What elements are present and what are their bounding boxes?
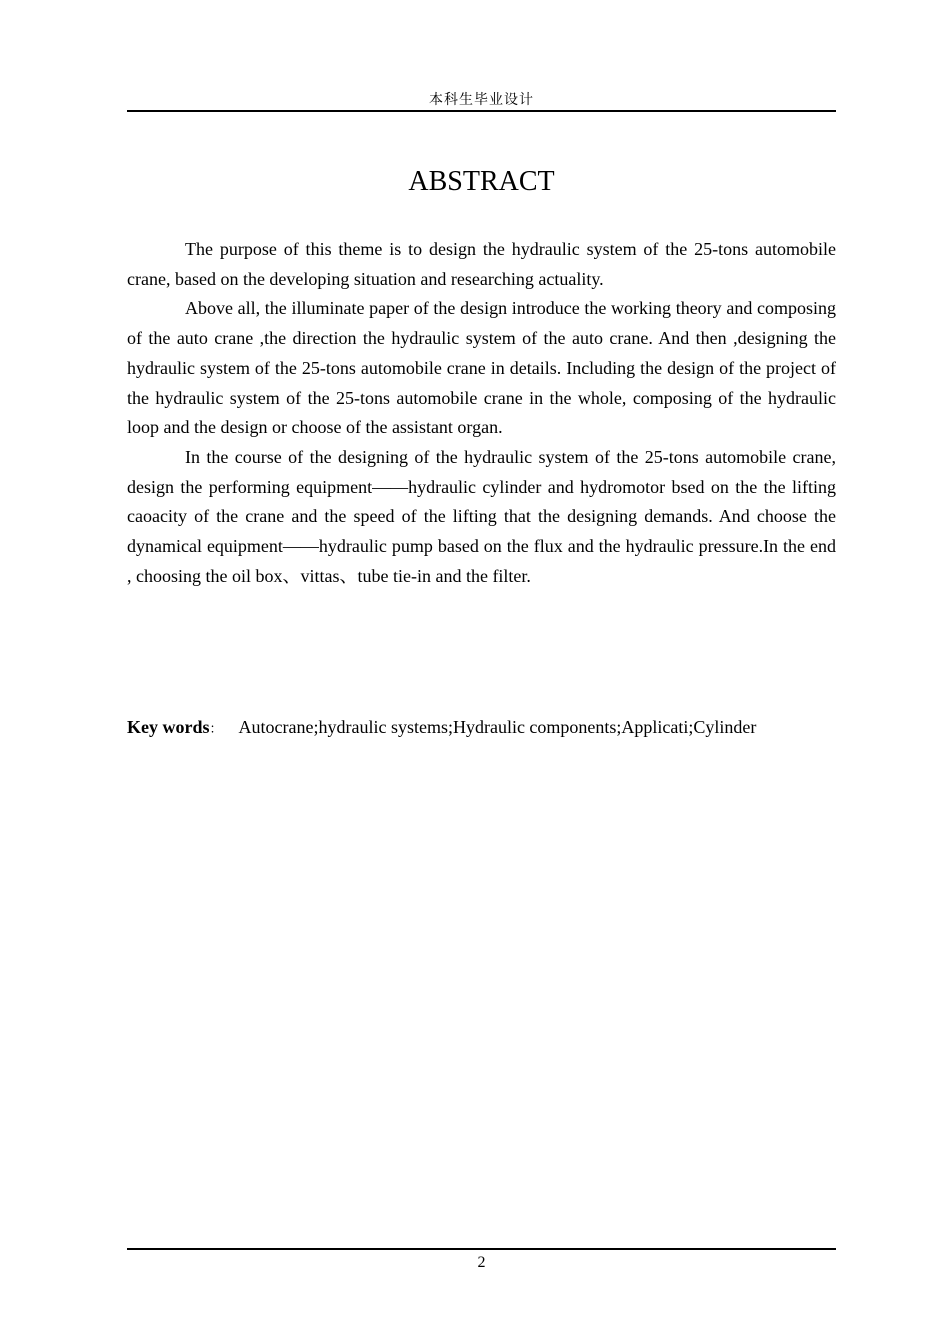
running-header: 本科生毕业设计 [429, 92, 534, 108]
abstract-title: ABSTRACT [408, 166, 555, 197]
footer-rule [127, 1248, 836, 1250]
keywords-colon: ： [209, 722, 223, 737]
header-rule [127, 110, 836, 112]
keywords-line [127, 713, 836, 744]
abstract-paragraph-3: In the course of the designing of the hydraulic system of the 25-tons automobile crane, design the performing equipment——hydraulic cylinder and hydromotor bsed on the the lifting caoacity of the crane and the speed of the lifting that the designing demands. And choose the dynamical equipment——hydraulic pump based on the flux and the hydraulic pressure.In the end , choosing the oil box、vittas、tube tie-in and the filter. [127, 446, 836, 586]
abstract-paragraph-2: Above all, the illuminate paper of the design introduce the working theory and composing of the auto crane ,the direction the hydraulic system of the auto crane. And then ,designing the hydraulic system of the 25-tons automobile crane in details. Including the design of the project of the hydraulic system of the 25-tons automobile crane in the whole, composing of the hydraulic loop and the design or choose of the assistant organ. [127, 298, 836, 438]
keywords-label: Key words [127, 717, 210, 737]
page-number: 2 [477, 1254, 486, 1271]
keywords-value: Autocrane;hydraulic systems;Hydraulic components;Applicati;Cylinder [238, 717, 757, 737]
abstract-body [127, 235, 836, 591]
abstract-paragraph-1: The purpose of this theme is to design the hydraulic system of the 25-tons automobile crane, based on the developing situation and researching actuality. [127, 239, 836, 289]
